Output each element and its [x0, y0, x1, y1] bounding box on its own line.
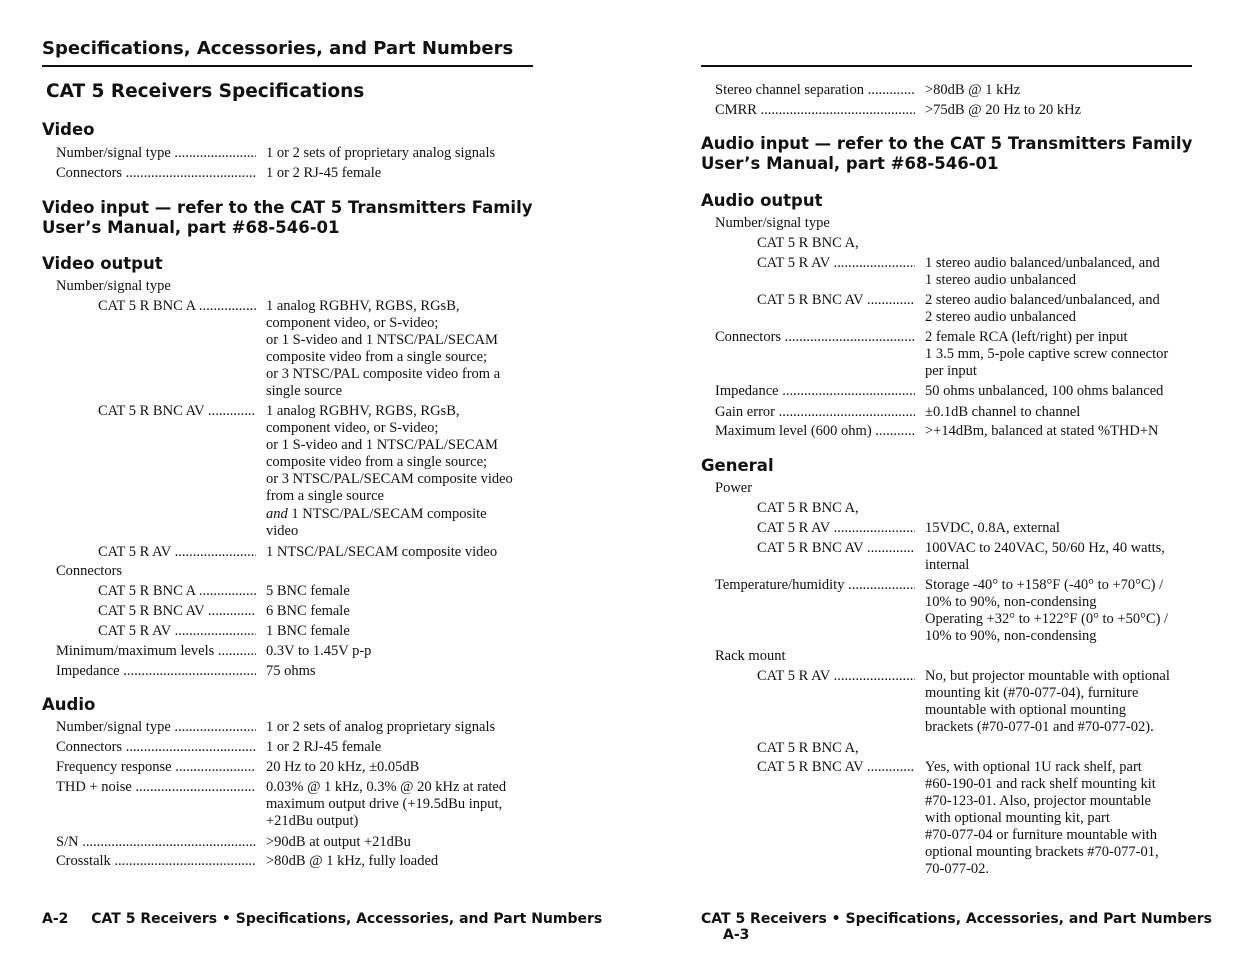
spec-label: Minimum/maximum levels .....: [56, 643, 256, 660]
spec-value: 1 BNC female: [266, 623, 350, 639]
spec-label: CAT 5 R BNC AV .....: [757, 759, 915, 776]
spec-value: 100VAC to 240VAC, 50/60 Hz, 40 watts, internal: [925, 540, 1165, 573]
spec-label: Connectors .....: [56, 739, 256, 756]
spec-value: 0.3V to 1.45V p-p: [266, 643, 372, 659]
spec-label: Frequency response .....: [56, 759, 256, 776]
audio-output-heading: Audio output: [701, 191, 823, 210]
header-rule: [701, 65, 1192, 67]
spec-value: 1 NTSC/PAL/SECAM composite video: [266, 544, 498, 560]
spec-value: 1 stereo audio balanced/unbalanced, and 1 stereo audio unbalanced: [925, 255, 1160, 288]
spec-label: CAT 5 R AV .....: [98, 544, 256, 561]
spec-value: 20 Hz to 20 kHz, ±0.05dB: [266, 759, 420, 775]
video-output-heading: Video output: [42, 254, 163, 273]
spec-value: Storage -40° to +158°F (-40° to +70°C) / 10% to 90%, non-condensing Operating +32° to +122°F (0° to +50°C) / 10% to 90%, non-condensing: [925, 577, 1169, 644]
page-number: A-2: [42, 911, 69, 927]
spec-value: >+14dBm, balanced at stated %THD+N: [925, 423, 1159, 439]
spec-label: Impedance .....: [56, 663, 256, 680]
spec-label: Power: [715, 480, 753, 496]
spec-label: Number/signal type .....: [56, 145, 256, 162]
footer-text: CAT 5 Receivers • Specifications, Accessories, and Part Numbers: [701, 911, 1212, 927]
spec-label: Number/signal type: [56, 278, 171, 294]
spec-label: Crosstalk .....: [56, 853, 256, 870]
spec-label: Connectors .....: [56, 165, 256, 182]
footer-text: CAT 5 Receivers • Specifications, Accessories, and Part Numbers: [91, 911, 603, 927]
spec-value: 1 analog RGBHV, RGBS, RGsB, component video, or S-video; or 1 S-video and 1 NTSC/PAL/SECAM composite video from a single source; or 3 NTSC/PAL composite video from a single source: [266, 298, 501, 399]
spec-value: 6 BNC female: [266, 603, 350, 619]
spec-value: 50 ohms unbalanced, 100 ohms balanced: [925, 383, 1164, 399]
spec-value: 1 or 2 sets of proprietary analog signals: [266, 145, 496, 161]
spec-label: CAT 5 R BNC A .....: [98, 298, 256, 315]
audio-heading: Audio: [42, 695, 96, 714]
spec-label: CAT 5 R AV .....: [757, 520, 915, 537]
spec-value: 5 BNC female: [266, 583, 350, 599]
video-heading: Video: [42, 120, 95, 139]
spec-value: 1 analog RGBHV, RGBS, RGsB, component video, or S-video; or 1 S-video and 1 NTSC/PAL/SECAM composite video from a single source; or 3 NTSC/PAL/SECAM composite video from a single source: [266, 403, 513, 504]
value-text: 1 NTSC/PAL/SECAM composite: [287, 506, 487, 522]
heading-line: User’s Manual, part #68-546-01: [42, 218, 340, 237]
spec-label: Maximum level (600 ohm) .....: [715, 423, 915, 440]
left-page: [0, 0, 617, 954]
spec-value: No, but projector mountable with optional mounting kit (#70-077-04), furniture mountable with optional mounting brackets (#70-077-01 and #70-077-02).: [925, 668, 1170, 735]
audio-input-heading: [701, 134, 1192, 174]
spec-value: [266, 506, 546, 523]
spec-label: Number/signal type: [715, 215, 830, 231]
spec-label: S/N .....: [56, 834, 256, 851]
spec-label: Connectors .....: [715, 329, 915, 346]
spec-value: >90dB at output +21dBu: [266, 834, 411, 850]
heading-line: Video input — refer to the CAT 5 Transmitters Family: [42, 198, 533, 217]
and-word: and: [266, 506, 288, 522]
spec-value: ±0.1dB channel to channel: [925, 404, 1081, 420]
spec-label: CAT 5 R BNC AV .....: [757, 292, 915, 309]
section-title: CAT 5 Receivers Specifications: [46, 81, 365, 102]
spec-value: 1 or 2 sets of analog proprietary signals: [266, 719, 496, 735]
spec-label: CAT 5 R BNC A,: [757, 500, 859, 516]
spec-label: Gain error .....: [715, 404, 915, 421]
spec-label: Connectors: [56, 563, 123, 579]
spec-label: CAT 5 R BNC AV .....: [757, 540, 915, 557]
spec-label: CAT 5 R BNC AV .....: [98, 403, 256, 420]
spec-value: 75 ohms: [266, 663, 316, 679]
spec-label: Stereo channel separation .....: [715, 82, 915, 99]
heading-line: Audio input — refer to the CAT 5 Transmitters Family: [701, 134, 1193, 153]
spec-label: CAT 5 R BNC AV .....: [98, 603, 256, 620]
spec-value: Yes, with optional 1U rack shelf, part #60-190-01 and rack shelf mounting kit #70-123-01. Also, projector mountable with optional mounting kit, part #70-077-04 or furniture mountable with optional mounting brackets #70-077-01, 70-077-02.: [925, 759, 1159, 877]
spec-label: Temperature/humidity .....: [715, 577, 915, 594]
footer: [701, 911, 1235, 943]
spec-value: 0.03% @ 1 kHz, 0.3% @ 20 kHz at rated maximum output drive (+19.5dBu input, +21dBu output): [266, 779, 507, 829]
video-input-heading: [42, 198, 533, 238]
spec-label: CAT 5 R AV .....: [98, 623, 256, 640]
spec-value: >80dB @ 1 kHz: [925, 82, 1021, 98]
spec-value: 2 female RCA (left/right) per input 1 3.5 mm, 5-pole captive screw connector per input: [925, 329, 1169, 379]
spec-label: CAT 5 R BNC A,: [757, 740, 859, 756]
spec-label: THD + noise .....: [56, 779, 256, 796]
spec-label: CMRR .....: [715, 102, 915, 119]
general-heading: General: [701, 456, 774, 475]
spec-label: Rack mount: [715, 648, 786, 664]
spec-label: CAT 5 R BNC A .....: [98, 583, 256, 600]
spec-label: CAT 5 R AV .....: [757, 255, 915, 272]
right-page: [617, 0, 1235, 954]
spec-value: >75dB @ 20 Hz to 20 kHz: [925, 102, 1082, 118]
header-rule: [42, 65, 533, 67]
spec-value: video: [266, 523, 299, 539]
footer: [42, 911, 602, 927]
page-number: A-3: [723, 927, 750, 943]
spec-value: 15VDC, 0.8A, external: [925, 520, 1060, 536]
spec-value: >80dB @ 1 kHz, fully loaded: [266, 853, 439, 869]
spec-label: CAT 5 R AV .....: [757, 668, 915, 685]
page-header-title: Specifications, Accessories, and Part Numbers: [42, 38, 514, 59]
spec-value: 1 or 2 RJ-45 female: [266, 165, 382, 181]
spec-value: 1 or 2 RJ-45 female: [266, 739, 382, 755]
spec-label: Number/signal type .....: [56, 719, 256, 736]
spec-label: Impedance .....: [715, 383, 915, 400]
heading-line: User’s Manual, part #68-546-01: [701, 154, 999, 173]
spec-value: 2 stereo audio balanced/unbalanced, and 2 stereo audio unbalanced: [925, 292, 1160, 325]
spec-label: CAT 5 R BNC A,: [757, 235, 859, 251]
